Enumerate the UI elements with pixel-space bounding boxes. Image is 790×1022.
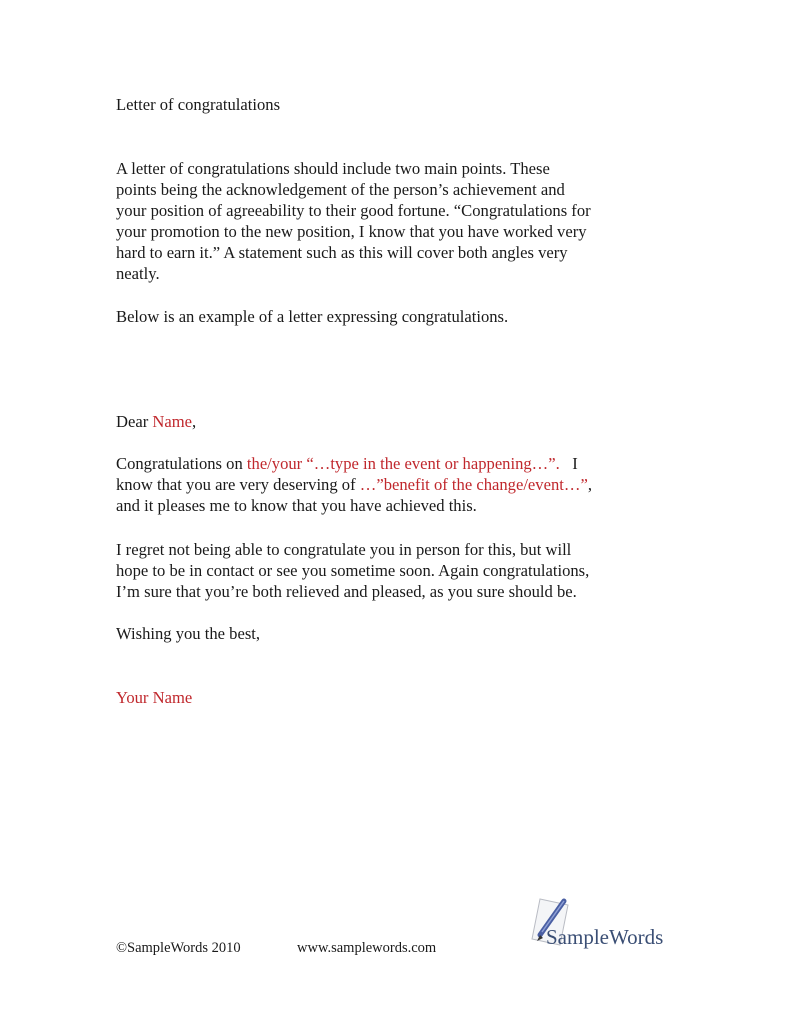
- intro-line: A letter of congratulations should include two main points. These: [116, 159, 550, 178]
- letter-paragraph-2-line: hope to be in contact or see you sometime soon. Again congratulations,: [116, 561, 590, 580]
- letter-paragraph-2-line: I regret not being able to congratulate you in person for this, but will: [116, 540, 572, 559]
- text: I: [559, 454, 578, 473]
- recipient-name-placeholder: Name: [152, 412, 193, 431]
- benefit-placeholder: …”benefit of the change/event…”: [359, 475, 588, 494]
- text: know that you are very deserving of: [116, 475, 360, 494]
- samplewords-logo: [528, 895, 678, 955]
- copyright: ©SampleWords 2010: [116, 940, 241, 956]
- intro-line: neatly.: [116, 264, 160, 283]
- logo-text: SampleWords: [546, 925, 664, 949]
- intro-line: your promotion to the new position, I know that you have worked very: [116, 222, 587, 241]
- letter-paragraph-1-line-2: [116, 474, 592, 495]
- closing: Wishing you the best,: [116, 624, 261, 643]
- intro-line: points being the acknowledgement of the person’s achievement and: [116, 180, 565, 199]
- salutation-prefix: Dear: [116, 412, 153, 431]
- intro-line: your position of agreeability to their good fortune. “Congratulations for: [116, 201, 591, 220]
- salutation-suffix: ,: [192, 412, 197, 431]
- letter-paragraph-1-line-1: [116, 453, 578, 474]
- text: Congratulations on: [116, 454, 247, 473]
- intro-line: hard to earn it.” A statement such as this will cover both angles very: [116, 243, 568, 262]
- example-intro: Below is an example of a letter expressing congratulations.: [116, 307, 509, 326]
- letter-paragraph-1-line-3: and it pleases me to know that you have achieved this.: [116, 496, 477, 515]
- document-title: Letter of congratulations: [116, 95, 281, 114]
- salutation: [116, 411, 196, 432]
- event-placeholder: the/your “…type in the event or happening…”.: [246, 454, 560, 473]
- letter-paragraph-2-line: I’m sure that you’re both relieved and pleased, as you sure should be.: [116, 582, 577, 601]
- text: ,: [587, 475, 592, 494]
- website-link[interactable]: www.samplewords.com: [297, 940, 437, 956]
- signature-placeholder: Your Name: [116, 688, 193, 707]
